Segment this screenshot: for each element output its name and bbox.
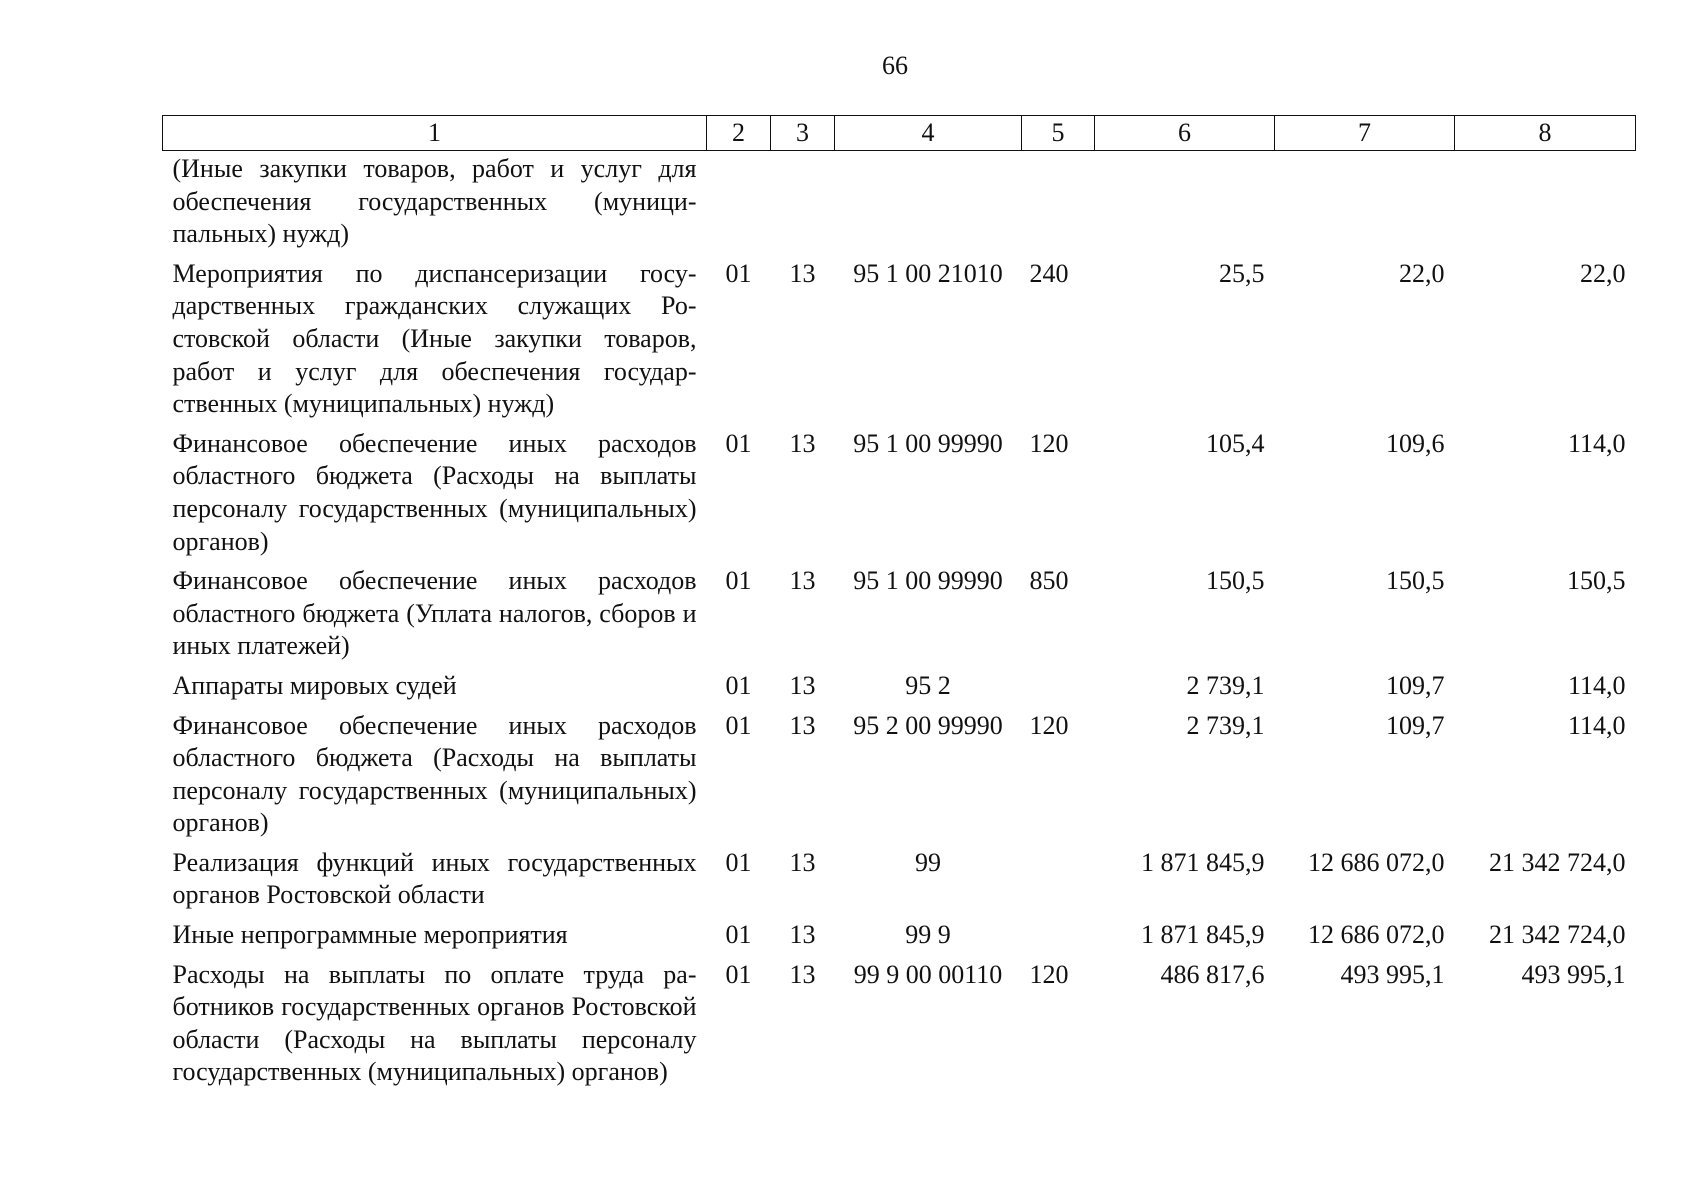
row-expense-type [1022,670,1095,710]
row-section: 01 [725,670,752,700]
row-expense-type: 120 [1029,428,1069,458]
row-subsection: 13 [789,959,816,989]
row-amount-year1 [1095,151,1275,258]
row-expense-type [1022,847,1095,919]
row-expense-type: 120 [1029,959,1069,989]
row-target-article: 95 1 00 21010 [853,258,1003,288]
row-amount-year1: 2 739,1 [1186,670,1265,700]
header-col-3: 3 [771,116,835,151]
row-target-article: 99 9 [905,920,951,950]
row-section: 01 [725,920,752,950]
row-amount-year3 [1455,151,1636,258]
row-expense-type: 850 [1029,566,1069,596]
row-section: 01 [725,258,752,288]
header-col-7: 7 [1275,116,1455,151]
row-name: Реализация функций иных государственных органов Ростовской области [172,847,697,910]
row-amount-year1: 105,4 [1206,428,1265,458]
table-row [163,258,1636,428]
row-amount-year2: 12 686 072,0 [1308,847,1445,877]
row-amount-year1: 1 871 845,9 [1141,847,1265,877]
row-target-article: 95 2 [905,670,951,700]
row-amount-year2: 22,0 [1399,258,1445,288]
row-amount-year2: 12 686 072,0 [1308,920,1445,950]
table-header [163,116,1636,151]
row-section: 01 [725,959,752,989]
table-body [163,151,1636,1097]
row-subsection: 13 [789,566,816,596]
row-subsection: 13 [789,670,816,700]
budget-table [162,115,1636,1096]
row-amount-year3: 21 342 724,0 [1489,847,1626,877]
row-section [707,151,771,258]
row-subsection: 13 [789,428,816,458]
row-expense-type [1022,919,1095,959]
row-amount-year3: 21 342 724,0 [1489,920,1626,950]
row-subsection: 13 [789,710,816,740]
row-amount-year2: 109,6 [1386,428,1445,458]
row-target-article: 95 2 00 99990 [853,710,1003,740]
row-section: 01 [725,847,752,877]
row-amount-year1: 1 871 845,9 [1141,920,1265,950]
row-expense-type [1022,151,1095,258]
row-name: Иные непрограммные мероприятия [172,920,568,950]
table-row [163,959,1636,1096]
header-col-8: 8 [1455,116,1636,151]
row-subsection [771,151,835,258]
table-row [163,710,1636,847]
row-target-article: 95 1 00 99990 [853,566,1003,596]
row-target-article [835,151,1022,258]
row-amount-year2 [1275,151,1455,258]
header-col-4: 4 [835,116,1022,151]
row-name: Финансовое обеспечение иных расходов областного бюджета (Расходы на выплаты персоналу государственных (муниципальных) органов) [172,710,697,838]
table-row [163,428,1636,565]
table-row [163,151,1636,258]
row-name: Мероприятия по диспансеризации государственных гражданских служащих Ростовской области (Иные закупки товаров, работ и услуг для обеспечения государственных (муниципальных) нужд) [172,258,697,419]
header-col-1: 1 [163,116,707,151]
row-amount-year3: 114,0 [1567,670,1626,700]
header-row [163,116,1636,151]
row-target-article: 95 1 00 99990 [853,428,1003,458]
row-expense-type: 120 [1029,710,1069,740]
row-amount-year1: 150,5 [1206,566,1265,596]
row-amount-year1: 2 739,1 [1186,710,1265,740]
table-row [163,565,1636,670]
row-target-article: 99 [915,847,941,877]
row-target-article: 99 9 00 00110 [853,959,1003,989]
row-amount-year3: 22,0 [1580,258,1626,288]
row-amount-year2: 493 995,1 [1340,959,1445,989]
row-amount-year2: 150,5 [1386,566,1445,596]
row-section: 01 [725,428,752,458]
row-name: Финансовое обеспечение иных расходов областного бюджета (Расходы на выплаты персоналу государственных (муниципальных) органов) [172,428,697,556]
row-amount-year2: 109,7 [1386,670,1445,700]
row-amount-year3: 150,5 [1567,566,1626,596]
header-col-2: 2 [707,116,771,151]
row-subsection: 13 [789,920,816,950]
table-row [163,670,1636,710]
row-amount-year3: 493 995,1 [1521,959,1626,989]
row-subsection: 13 [789,258,816,288]
header-col-5: 5 [1022,116,1095,151]
row-expense-type: 240 [1029,258,1069,288]
row-amount-year2: 109,7 [1386,710,1445,740]
row-amount-year1: 486 817,6 [1160,959,1265,989]
row-name: (Иные закупки товаров, работ и услуг для обеспечения государственных (муниципальных) нужд) [172,154,697,249]
row-amount-year1: 25,5 [1219,258,1265,288]
table-row [163,919,1636,959]
row-subsection: 13 [789,847,816,877]
header-col-6: 6 [1095,116,1275,151]
row-amount-year3: 114,0 [1567,710,1626,740]
row-name: Аппараты мировых судей [172,670,457,700]
page-number: 66 [882,51,908,80]
table-row [163,847,1636,919]
row-section: 01 [725,566,752,596]
row-name: Финансовое обеспечение иных расходов областного бюджета (Уплата налогов, сборов и иных платежей) [172,566,697,661]
row-section: 01 [725,710,752,740]
row-amount-year3: 114,0 [1567,428,1626,458]
row-name: Расходы на выплаты по оплате труда работников государственных органов Ростовской области (Расходы на выплаты персоналу государственных (муниципальных) органов) [172,959,697,1087]
